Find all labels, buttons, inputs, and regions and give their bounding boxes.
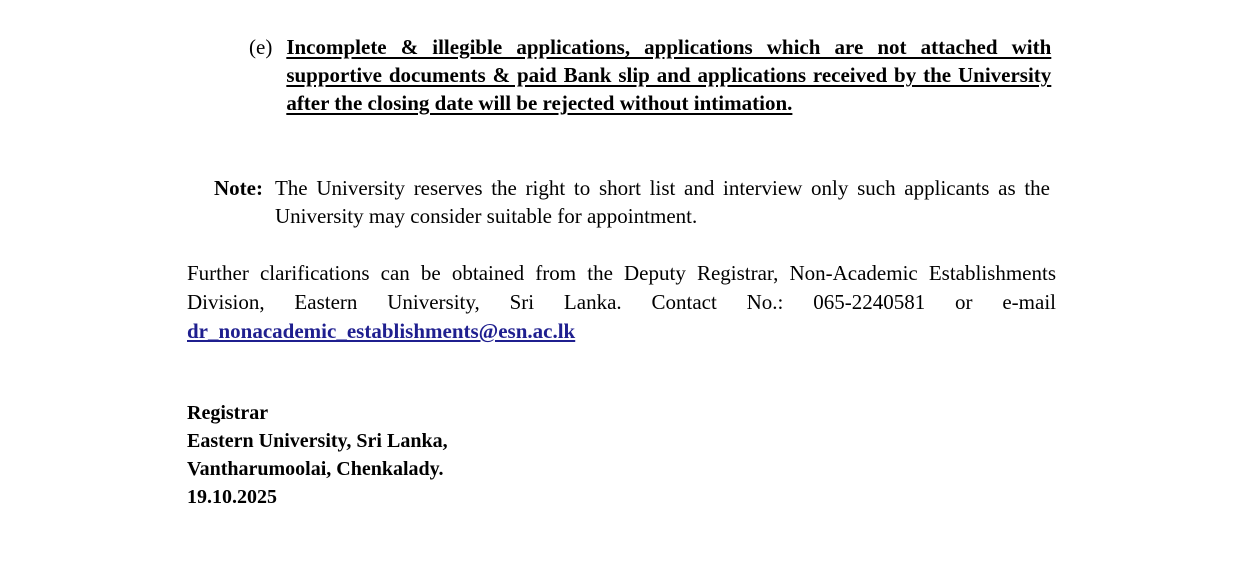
- signature-block: [187, 399, 448, 511]
- signature-date: 19.10.2025: [187, 486, 277, 508]
- clause-marker: (e): [249, 35, 273, 59]
- signature-designation: Registrar: [187, 402, 269, 424]
- clarification-paragraph: [187, 259, 1056, 346]
- clarification-text: Further clarifications can be obtained from the Deputy Registrar, Non-Academic Establishments Division, Eastern University, Sri Lanka. Contact No.: 065-2240581 or e-mail: [187, 261, 1056, 314]
- note-block: [214, 174, 1059, 230]
- contact-email-link[interactable]: dr_nonacademic_establishments@esn.ac.lk: [187, 319, 576, 343]
- clause-e-block: [249, 33, 1059, 117]
- note-label: Note:: [214, 176, 263, 200]
- note-text: The University reserves the right to short list and interview only such applicants as the University may consider suitable for appointment.: [274, 176, 1050, 228]
- signature-address: Vantharumoolai, Chenkalady.: [187, 458, 444, 480]
- clause-text: Incomplete & illegible applications, applications which are not attached with supportive documents & paid Bank slip and applications received by the University after the closing date will be rejected without intimation.: [286, 35, 1052, 115]
- signature-institution: Eastern University, Sri Lanka,: [187, 430, 448, 452]
